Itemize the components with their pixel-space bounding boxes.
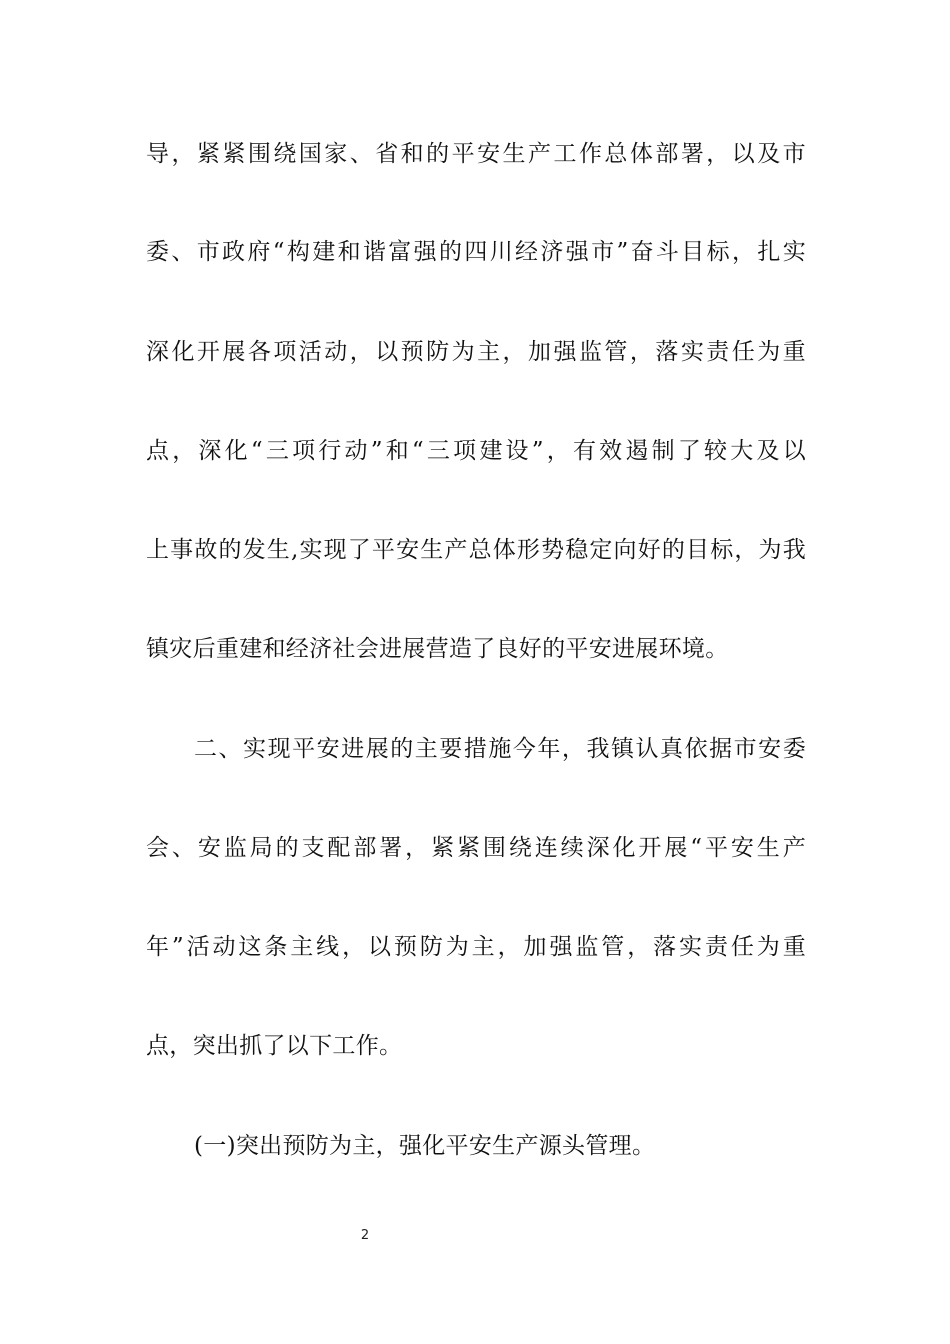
body-text-line-9: 年”活动这条主线，以预防为主，加强监管，落实责任为重 <box>146 934 806 960</box>
body-text-line-10: 点，突出抓了以下工作。 <box>146 1033 403 1059</box>
body-text-line-6: 镇灾后重建和经济社会进展营造了良好的平安进展环境。 <box>146 636 729 662</box>
section-heading-line: 二、实现平安进展的主要措施今年，我镇认真依据市安委 <box>194 736 806 762</box>
body-text-line-3: 深化开展各项活动，以预防为主，加强监管，落实责任为重 <box>146 339 806 365</box>
page-number: 2 <box>360 1228 370 1243</box>
body-text-line-2: 委、市政府“构建和谐富强的四川经济强市”奋斗目标，扎实 <box>146 239 806 265</box>
body-text-line-5: 上事故的发生,实现了平安生产总体形势稳定向好的目标，为我 <box>146 537 806 563</box>
body-text-line-8: 会、安监局的支配部署，紧紧围绕连续深化开展“平安生产 <box>146 835 806 861</box>
subsection-heading-line: (一)突出预防为主，强化平安生产源头管理。 <box>194 1133 656 1159</box>
body-text-line-4: 点，深化“三项行动”和“三项建设”，有效遏制了较大及以 <box>146 438 806 464</box>
body-text-line-1: 导，紧紧围绕国家、省和的平安生产工作总体部署，以及市 <box>146 141 806 167</box>
